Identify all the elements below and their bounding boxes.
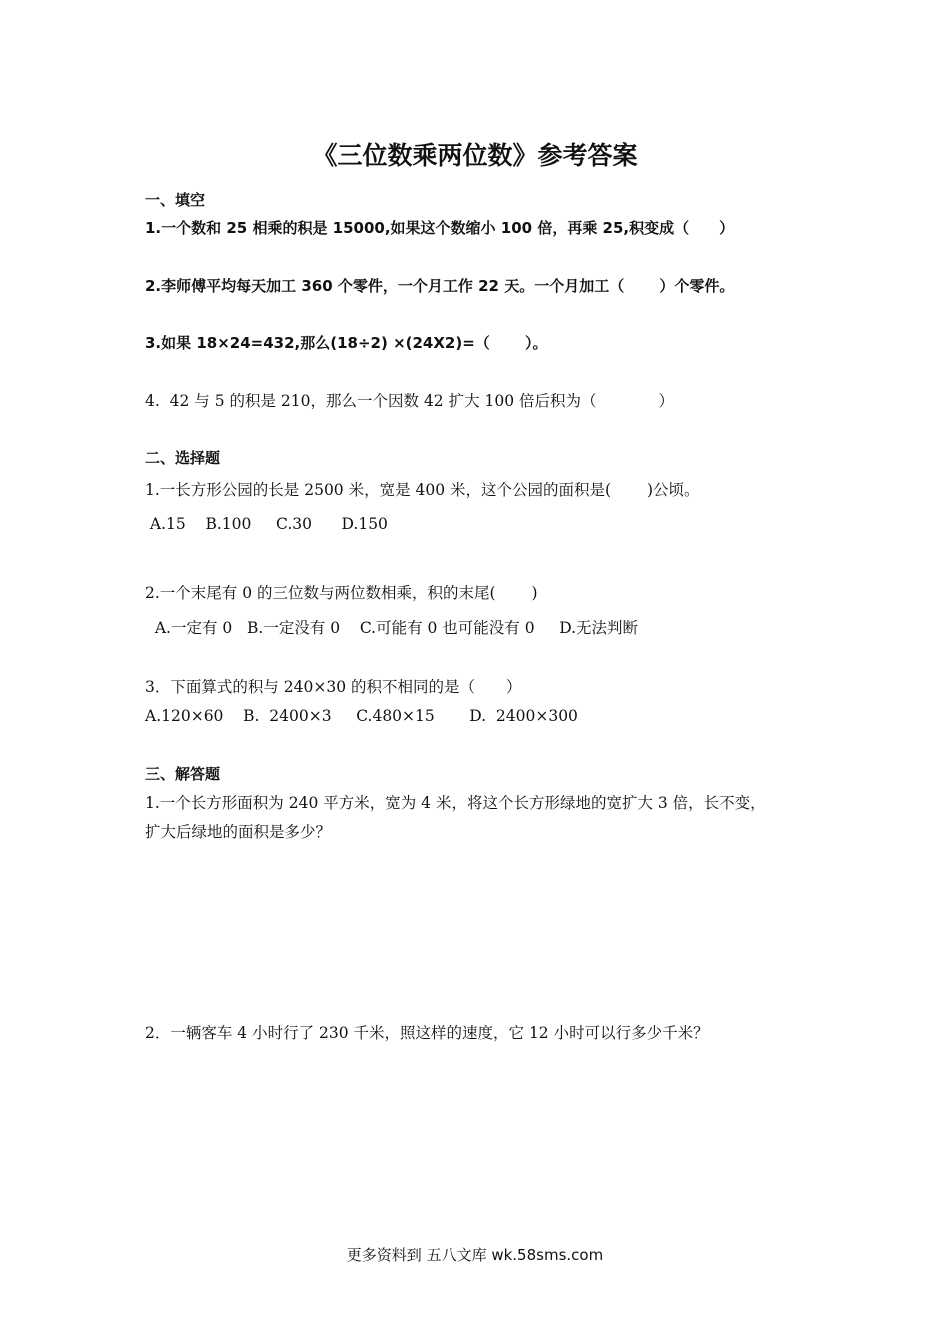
section-heading-solve: 三、解答题 [145,765,221,783]
page-title: 《三位数乘两位数》参考答案 [312,141,638,170]
choice-question-1: 1.一长方形公园的长是 2500 米，宽是 400 米，这个公园的面积是( )公顷。 [145,481,700,499]
choice-question-3: 3．下面算式的积与 240×30 的积不相同的是（ ） [145,678,522,696]
solve-question-2: 2．一辆客车 4 小时行了 230 千米，照这样的速度，它 12 小时可以行多少千米？ [145,1024,709,1042]
fill-question-2: 2.李师傅平均每天加工 360 个零件，一个月工作 22 天。一个月加工（ ）个零件。 [145,277,735,295]
choice-question-2-options: A.一定有 0 B.一定没有 0 C.可能有 0 也可能没有 0 D.无法判断 [145,619,639,637]
section-heading-fill: 一、填空 [145,191,206,209]
choice-question-3-options: A.120×60 B. 2400×3 C.480×15 D. 2400×300 [145,707,578,725]
footer-watermark: 更多资料到 五八文库 wk.58sms.com [346,1246,604,1264]
fill-question-3: 3.如果 18×24=432,那么(18÷2) ×(24X2)=（ ）。 [145,334,548,352]
fill-question-1: 1.一个数和 25 相乘的积是 15000,如果这个数缩小 100 倍，再乘 25,积变成（ ） [145,219,735,237]
solve-question-1-line-1: 1.一个长方形面积为 240 平方米，宽为 4 米，将这个长方形绿地的宽扩大 3 倍，长不变， [145,794,766,812]
choice-question-2: 2.一个末尾有 0 的三位数与两位数相乘，积的末尾( ) [145,584,538,602]
choice-question-1-options: A.15 B.100 C.30 D.150 [145,515,388,533]
solve-question-1-line-2: 扩大后绿地的面积是多少？ [145,823,332,841]
fill-question-4: 4. 42 与 5 的积是 210，那么一个因数 42 扩大 100 倍后积为（ ） [145,392,675,410]
section-heading-choice: 二、选择题 [145,449,221,467]
